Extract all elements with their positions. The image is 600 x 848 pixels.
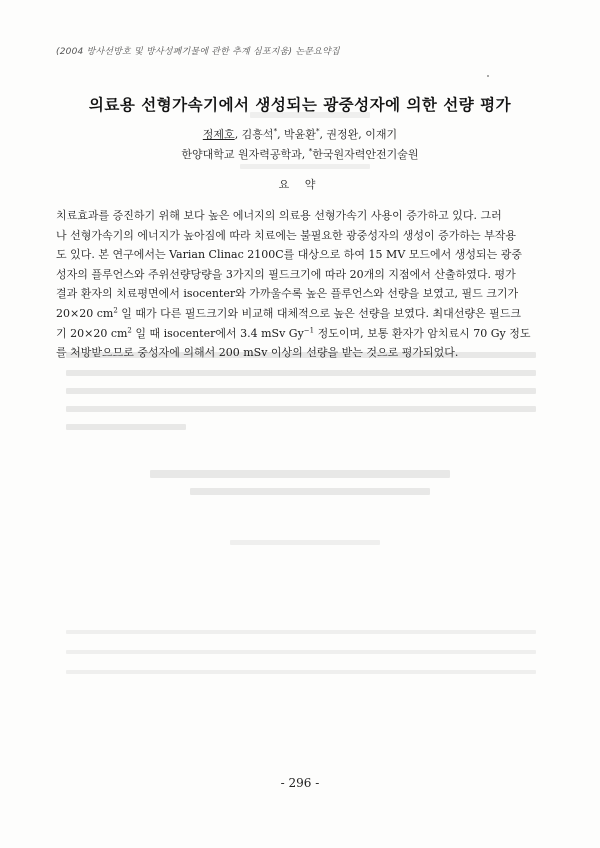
superscript: −1 [303, 325, 315, 334]
bleed-through [240, 164, 370, 169]
abstract-heading: 요 약 [278, 178, 322, 191]
abstract-line: 결과 환자의 치료평면에서 isocenter와 가까울수록 높은 플루언스와 선량을 보였고, 필드 크기가 [56, 287, 519, 301]
bleed-through [66, 424, 186, 430]
affiliation-main: 한양대학교 원자력공학과, [181, 148, 309, 161]
author-affiliation-mark: * [315, 127, 320, 136]
bleed-through [66, 388, 536, 394]
abstract-body [56, 206, 544, 363]
abstract-line: 를 처방받으므로 중성자에 의해서 200 mSv 이상의 선량을 받는 것으로 평가되었다. [56, 346, 459, 360]
bleed-through [66, 650, 536, 654]
bleed-through [150, 470, 450, 478]
affiliation [0, 146, 600, 162]
abstract-text: 일 때 isocenter에서 3.4 mSv Gy [131, 326, 304, 340]
bleed-through [66, 406, 536, 412]
abstract-text: 정도이며, 보통 환자가 암치료시 70 Gy 정도 [314, 326, 531, 340]
author-names: , 박윤환 [277, 128, 316, 141]
abstract-line [56, 324, 544, 344]
paper-title: 의료용 선형가속기에서 생성되는 광중성자에 의한 선량 평가 [88, 95, 512, 114]
abstract-line: 성자의 플루언스와 주위선량당량을 3가지의 필드크기에 따라 20개의 지점에서 산출하였다. 평가 [56, 267, 516, 281]
abstract-line: 치료효과를 증진하기 위해 보다 높은 에너지의 의료용 선형가속기 사용이 증가하고 있다. 그러 [56, 209, 502, 222]
superscript: 2 [113, 306, 118, 315]
author-affiliation-mark: * [273, 127, 278, 136]
bleed-through [66, 670, 536, 674]
page-number: - 296 - [280, 776, 320, 790]
abstract-text: 20×20 cm [56, 306, 114, 320]
author-names: , 김흥석 [234, 128, 274, 141]
scan-speck [487, 75, 489, 77]
presenting-author: 정제호 [202, 128, 235, 141]
running-header: (2004 방사선방호 및 방사성폐기물에 관한 추계 심포지움) 논문요약집 [56, 47, 340, 57]
superscript: 2 [127, 325, 132, 334]
abstract-text: 기 20×20 cm [56, 326, 128, 340]
abstract-line: 나 선형가속기의 에너지가 높아짐에 따라 치료에는 불필요한 광중성자의 생성이 증가하는 부작용 [56, 228, 517, 242]
abstract-line [56, 304, 544, 324]
abstract-line: 도 있다. 본 연구에서는 Varian Clinac 2100C를 대상으로 하여 15 MV 모드에서 생성되는 광중 [56, 248, 523, 262]
bleed-through [66, 370, 536, 376]
author-list [0, 126, 600, 142]
bleed-through [190, 488, 430, 495]
author-names: , 권정완, 이재기 [319, 128, 398, 141]
bleed-through [230, 540, 380, 545]
abstract-text: 일 때가 다른 필드크기와 비교해 대체적으로 높은 선량을 보였다. 최대선량은 필드크 [117, 306, 522, 320]
affiliation-mark: * [308, 147, 313, 156]
affiliation-other: 한국원자력안전기술원 [312, 148, 419, 161]
bleed-through [66, 630, 536, 634]
